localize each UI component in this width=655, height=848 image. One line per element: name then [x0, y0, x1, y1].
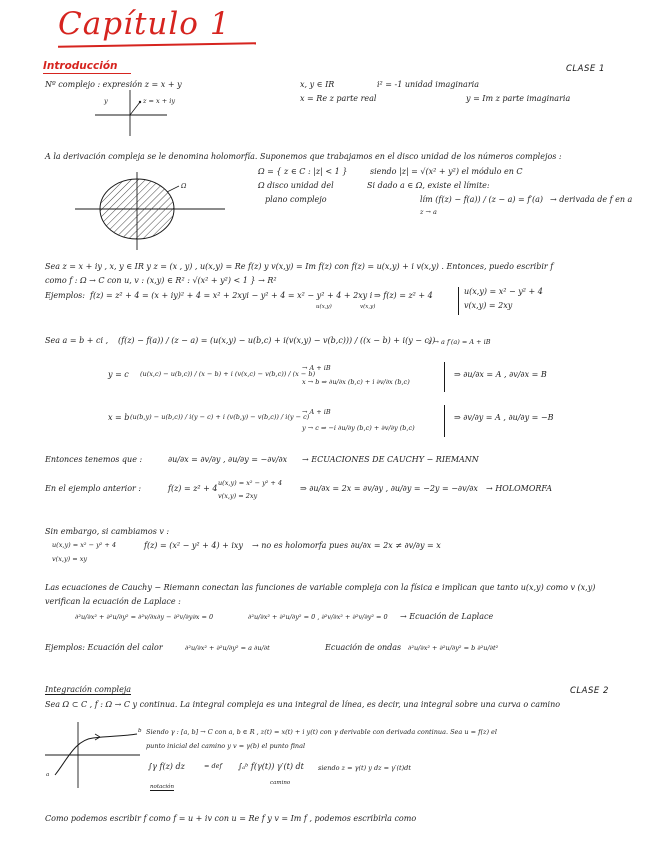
ejemplo-arrow: ⇒ f(z) = z² + 4 [374, 291, 433, 300]
omega-label: Ω [181, 182, 187, 190]
derivation-intro: A la derivación compleja se le denomina holomorfía. Suponemos que trabajamos en el disco unidad de los números complejos : [45, 152, 562, 161]
omega-definition: Ω = { z ∈ C : |z| < 1 } [258, 167, 348, 176]
complex-axes-diagram [95, 88, 175, 138]
cauchy-riemann-label: → ECUACIONES DE CAUCHY − RIEMANN [302, 455, 479, 464]
sea-line-2: como f : Ω → C con u, v : (x,y) ∈ R² : √(x² + y²) < 1 } → R² [45, 276, 277, 285]
case1-label: y = c [108, 370, 129, 379]
laplace-eq-label: → Ecuación de Laplace [400, 612, 494, 621]
case2-result-2: y → c ⇒ −i ∂u/∂y (b,c) + ∂v/∂y (b,c) [302, 424, 415, 432]
limit-expression: lím (f(z) − f(a)) / (z − a) = f′(a) [420, 195, 544, 204]
sin-embargo-u: u(x,y) = x² − y² + 4 [52, 541, 117, 549]
integral-definition: ∫ₐᵇ f(γ(t)) γ′(t) dt [238, 762, 304, 771]
ejemplo-u: u(x,y) = x² − y² + 4 [218, 479, 283, 487]
siendo-z: siendo z = γ(t) y dz = γ′(t)dt [318, 764, 411, 772]
ejemplo-check: ⇒ ∂u/∂x = 2x = ∂v/∂y , ∂u/∂y = −2y = −∂v/∂x [300, 484, 478, 493]
ondas-label: Ecuación de ondas [325, 643, 402, 652]
case2-final: ⇒ ∂v/∂y = A , ∂u/∂y = −B [454, 413, 554, 422]
axis-label-z: z = x + iy [143, 97, 175, 105]
intro-heading-underline [43, 73, 131, 74]
sin-embargo-v: v(x,y) = xy [52, 555, 88, 563]
modulo-note: siendo |z| = √(x² + y²) el módulo en C [370, 167, 523, 176]
limit-note: z → a f′(a) = A + iB [428, 338, 491, 346]
ejemplo-v: v(x,y) = 2xy [218, 492, 258, 500]
camino-label: camino [270, 780, 291, 786]
path-curve-diagram [45, 720, 145, 790]
sea-a: Sea a = b + ci , [45, 336, 109, 345]
case2-result-1: → A + iB [302, 408, 331, 416]
real-part: x = Re z parte real [300, 94, 377, 103]
sin-embargo-f: f(z) = (x² − y² + 4) + ixy [144, 541, 243, 550]
case2-bracket [444, 405, 445, 437]
sin-embargo-text: Sin embargo, si cambiamos v : [45, 527, 170, 536]
clase-2-label: CLASE 2 [570, 686, 609, 696]
case1-bracket [444, 362, 445, 392]
definition-equals: = def [204, 762, 222, 770]
section-heading-intro: Introducción [43, 60, 118, 72]
ejemplo-label: Ejemplos: [45, 291, 85, 300]
integral-notation: ∫γ f(z) dz [148, 762, 185, 771]
page-title: Capítulo 1 [58, 6, 231, 42]
section-heading-integracion: Integración compleja [45, 685, 132, 694]
notacion-label: notación [150, 784, 175, 790]
laplace-eq-2: ∂²u/∂x² + ∂²u/∂y² = 0 , ∂²v/∂x² + ∂²v/∂y² = 0 [248, 613, 388, 621]
sea-line-1: Sea z = x + iy , x, y ∈ IR y z = (x , y) , u(x,y) = Re f(z) y v(x,y) = Im f(z) con f(z) = u(x,y) + i v(x,y) . Entonces, puedo escribir f [45, 262, 554, 271]
ejemplo-anterior: En el ejemplo anterior : [45, 484, 142, 493]
title-underline [58, 42, 256, 47]
sin-embargo-result: → no es holomorfa pues ∂u/∂x = 2x ≠ ∂v/∂y = x [252, 541, 441, 550]
laplace-line-1: Las ecuaciones de Cauchy − Riemann conectan las funciones de variable compleja con la física e implican que tanto u(x,y) como v (x,y) [45, 583, 596, 592]
imaginary-unit: i² = -1 unidad imaginaria [377, 80, 479, 89]
u-result: u(x,y) = x² − y² + 4 [464, 287, 543, 296]
case1-final: ⇒ ∂u/∂x = A , ∂v/∂x = B [454, 370, 547, 379]
siendo-line-1: Siendo γ : [a, b] → C con a, b ∈ R , z(t) = x(t) + i y(t) con γ derivable con derivada continua. Sea u = f(z) el [146, 728, 497, 736]
laplace-line-2: verifican la ecuación de Laplace : [45, 597, 181, 606]
case1-result-2: x → b ⇒ ∂u/∂x (b,c) + i ∂v/∂x (b,c) [302, 378, 410, 386]
si-dado-text: Si dado a ∈ Ω, existe el límite: [367, 181, 490, 190]
disco-label-2: plano complejo [265, 195, 327, 204]
derivative-note: → derivada de f en a [550, 195, 633, 204]
u-underbrace-label: u(x,y) [316, 304, 332, 310]
v-underbrace-label: v(x,y) [360, 304, 376, 310]
ejemplo-f: f(z) = z² + 4 [168, 484, 218, 493]
holomorfa-label: → HOLOMORFA [486, 484, 553, 493]
xy-in-r: x, y ∈ IR [300, 80, 335, 89]
disco-label-1: Ω disco unidad del [258, 181, 334, 190]
laplace-eq-1: ∂²u/∂x² + ∂²u/∂y² = ∂²v/∂x∂y − ∂²v/∂y∂x = 0 [75, 613, 214, 621]
axis-label-y: y [104, 97, 108, 105]
case2-label: x = b [108, 413, 130, 422]
integracion-line-1: Sea Ω ⊂ C , f : Ω → C y continua. La integral compleja es una integral de línea, es decir, una integral sobre una curva o camino [45, 700, 561, 709]
case2-expression: (u(b,y) − u(b,c)) / i(y − c) + i (v(b,y) − v(b,c)) / i(y − c) [130, 413, 310, 421]
difference-quotient: (f(z) − f(a)) / (z − a) = (u(x,y) − u(b,c) + i(v(x,y) − v(b,c))) / ((x − b) + i(y − c)) [118, 336, 436, 345]
curve-label-b: b [138, 728, 142, 734]
clase-1-label: CLASE 1 [566, 64, 605, 74]
last-line: Como podemos escribir f como f = u + iv con u = Re f y v = Im f , podemos escribirla como [45, 814, 417, 823]
curve-label-a: a [46, 772, 50, 778]
ondas-equation: ∂²u/∂x² + ∂²u/∂y² = b ∂²u/∂t² [408, 644, 499, 652]
calor-equation: ∂²u/∂x² + ∂²u/∂y² = a ∂u/∂t [185, 644, 270, 652]
case1-result-1: → A + iB [302, 364, 331, 372]
tenemos-text: Entonces tenemos que : [45, 455, 143, 464]
ejemplos-calor: Ejemplos: Ecuación del calor [45, 643, 163, 652]
imaginary-part: y = Im z parte imaginaria [466, 94, 571, 103]
ejemplo-expression: f(z) = z² + 4 = (x + iy)² + 4 = x² + 2xyi − y² + 4 = x² − y² + 4 + 2xy i [90, 291, 373, 300]
v-result: v(x,y) = 2xy [464, 301, 513, 310]
case1-expression: (u(x,c) − u(b,c)) / (x − b) + i (v(x,c) − v(b,c)) / (x − b) [140, 370, 316, 378]
complex-expression: Nº complejo : expresión z = x + y [45, 80, 182, 89]
unit-disc-diagram [75, 172, 245, 252]
cauchy-equations: ∂u/∂x = ∂v/∂y , ∂u/∂y = −∂v/∂x [168, 455, 288, 464]
siendo-line-2: punto inicial del camino y v = γ(b) el punto final [146, 742, 306, 750]
limit-subscript: z → a [420, 208, 437, 216]
result-bar [458, 287, 459, 315]
